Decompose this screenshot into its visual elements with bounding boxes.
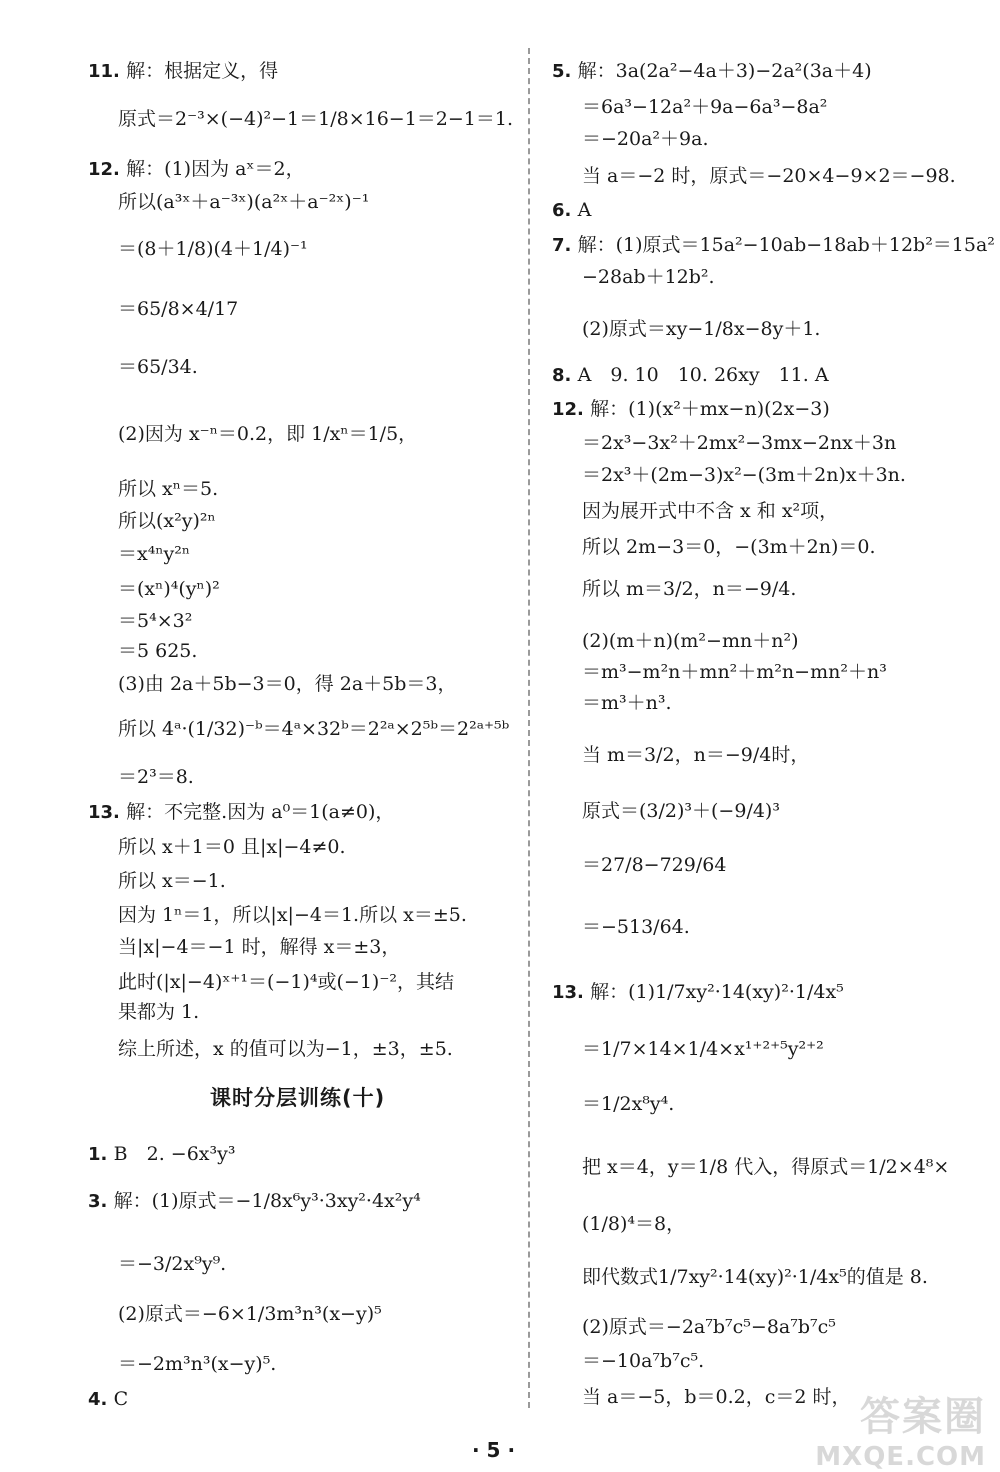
left-line-l3b [118, 1305, 382, 1324]
left-line-l12l [118, 675, 457, 694]
left-line-l12k [118, 642, 197, 661]
right-line-r12h [582, 694, 672, 713]
right-line-r12d [582, 538, 876, 557]
right-line-r12f [582, 632, 798, 651]
right-line-r12k [582, 856, 726, 875]
column-divider [528, 48, 530, 1408]
line-text: 当|x|−4＝−1 时，解得 x＝±3， [118, 936, 401, 958]
problem-number: 12. [552, 399, 591, 420]
line-text: ＝2x³＋(2m−3)x²−(3m＋2n)x＋3n. [582, 464, 906, 486]
line-text: ＝27/8−729/64 [582, 854, 727, 876]
left-line-l13b [118, 872, 226, 891]
line-text: 当 a＝−5，b＝0.2，c＝2 时， [582, 1386, 851, 1408]
line-text: A 9. 10 10. 26xy 11. A [577, 364, 829, 386]
left-line-l13a [118, 838, 346, 857]
line-text: ＝2x³−3x²＋2mx²−3mx−2nx＋3n [582, 432, 897, 454]
problem-number: 7. [552, 235, 578, 256]
right-line-r7b [582, 320, 820, 339]
right-line-r13e [582, 1268, 928, 1287]
right-line-r12b [582, 466, 906, 485]
problem-number: 3. [88, 1191, 114, 1212]
right-line-r12a [582, 434, 896, 453]
left-line-l12c [118, 300, 238, 319]
right-line-r13a [582, 1040, 824, 1059]
line-text: 解：(1)1/7xy²·14(xy)²·1/4x⁵ [590, 981, 844, 1003]
line-text: B 2. −6x³y³ [113, 1143, 236, 1165]
line-text: ＝65/8×4/17 [118, 298, 239, 320]
line-text: C [113, 1388, 129, 1410]
line-text: (2)原式＝xy−1/8x−8y＋1. [582, 318, 821, 340]
line-text: 所以 2m−3＝0，−(3m＋2n)＝0. [582, 536, 876, 558]
left-line-l12i [118, 580, 220, 599]
right-line-r12i [582, 746, 809, 765]
line-text: 此时(|x|−4)ˣ⁺¹＝(−1)⁴或(−1)⁻²，其结 [118, 971, 454, 993]
line-text: (3)由 2a＋5b−3＝0，得 2a＋5b＝3， [118, 673, 457, 695]
left-line-l11 [88, 62, 278, 81]
left-line-l12b [118, 240, 308, 259]
line-text: 所以 xⁿ＝5. [118, 478, 219, 500]
left-line-l12a [118, 193, 369, 212]
line-text: 所以 4ᵃ·(1/32)⁻ᵇ＝4ᵃ×32ᵇ＝2²ᵃ×2⁵ᵇ＝2²ᵃ⁺⁵ᵇ [118, 718, 510, 740]
line-text: (2)(m＋n)(m²−mn＋n²) [582, 630, 799, 652]
line-text: 所以(a³ˣ＋a⁻³ˣ)(a²ˣ＋a⁻²ˣ)⁻¹ [118, 191, 370, 213]
line-text: 把 x＝4，y＝1/8 代入，得原式＝1/2×4⁸× [582, 1156, 950, 1178]
line-text: 解：不完整.因为 a⁰＝1(a≠0)， [126, 801, 395, 823]
line-text: 当 a＝−2 时，原式＝−20×4−9×2＝−98. [582, 165, 956, 187]
problem-number: 6. [552, 200, 578, 221]
line-text: ＝m³−m²n＋mn²＋m²n−mn²＋n³ [582, 661, 887, 683]
page-number: · 5 · [472, 1438, 516, 1462]
problem-number: 5. [552, 61, 578, 82]
right-line-r5 [552, 62, 872, 81]
left-line-l13f [118, 1003, 199, 1022]
left-line-l12j [118, 612, 192, 631]
right-line-r7a [582, 268, 715, 287]
line-text: 因为展开式中不含 x 和 x²项， [582, 500, 839, 522]
line-text: ＝−20a²＋9a. [582, 128, 709, 150]
line-text: 解：(1)原式＝15a²−10ab−18ab＋12b²＝15a² [577, 234, 995, 256]
line-text: −28ab＋12b². [582, 266, 715, 288]
left-line-l3 [88, 1192, 421, 1211]
line-text: 原式＝(3/2)³＋(−9/4)³ [582, 800, 780, 822]
problem-number: 4. [88, 1389, 114, 1410]
line-text: ＝(xⁿ)⁴(yⁿ)² [118, 578, 220, 600]
right-line-r12c [582, 502, 838, 521]
line-text: 即代数式1/7xy²·14(xy)²·1/4x⁵的值是 8. [582, 1266, 928, 1288]
right-line-r5c [582, 167, 956, 186]
line-text: 因为 1ⁿ＝1，所以|x|−4＝1.所以 x＝±5. [118, 904, 467, 926]
line-text: ＝−2m³n³(x−y)⁵. [118, 1353, 277, 1375]
problem-number: 13. [88, 802, 127, 823]
line-text: 果都为 1. [118, 1001, 200, 1023]
watermark-url: MXQE.COM [815, 1442, 986, 1472]
right-line-r5a [582, 98, 827, 117]
left-line-l12m [118, 720, 509, 739]
line-text: ＝−513/64. [582, 916, 690, 938]
right-line-r12j [582, 802, 780, 821]
right-line-r12g [582, 663, 887, 682]
left-line-l4 [88, 1390, 128, 1409]
line-text: (2)原式＝−6×1/3m³n³(x−y)⁵ [118, 1303, 382, 1325]
left-line-l12d [118, 358, 198, 377]
left-line-l13d [118, 938, 400, 957]
right-line-r13g [582, 1352, 704, 1371]
line-text: ＝−3/2x⁹y⁹. [118, 1253, 227, 1275]
line-text: 解：(1)因为 aˣ＝2， [126, 158, 305, 180]
left-line-l13 [88, 803, 394, 822]
left-line-l12 [88, 160, 305, 179]
left-line-l13c [118, 906, 467, 925]
line-text: ＝m³＋n³. [582, 692, 672, 714]
line-text: ＝1/2x⁸y⁴. [582, 1093, 675, 1115]
left-line-l11a [118, 110, 513, 129]
left-line-l3a [118, 1255, 226, 1274]
problem-number: 13. [552, 982, 591, 1003]
left-line-l3c [118, 1355, 276, 1374]
line-text: ＝1/7×14×1/4×x¹⁺²⁺⁵y²⁺² [582, 1038, 824, 1060]
right-line-r13h [582, 1388, 851, 1407]
right-line-r5b [582, 130, 709, 149]
watermark [815, 1385, 986, 1472]
left-line-l12e [118, 425, 417, 444]
line-text: 综上所述，x 的值可以为−1，±3，±5. [118, 1038, 453, 1060]
left-line-l13e [118, 973, 454, 992]
section-title: 课时分层训练(十) [210, 1086, 386, 1110]
right-line-r13f [582, 1318, 836, 1337]
line-text: (2)因为 x⁻ⁿ＝0.2，即 1/xⁿ＝1/5， [118, 423, 418, 445]
line-text: (2)原式＝−2a⁷b⁷c⁵−8a⁷b⁷c⁵ [582, 1316, 836, 1338]
line-text: A [577, 199, 592, 221]
right-line-r8 [552, 366, 829, 385]
problem-number: 1. [88, 1144, 114, 1165]
line-text: 解：(1)(x²＋mx−n)(2x−3) [590, 398, 830, 420]
line-text: 所以(x²y)²ⁿ [118, 510, 216, 532]
line-text: 所以 x＋1＝0 且|x|−4≠0. [118, 836, 346, 858]
problem-number: 8. [552, 365, 578, 386]
right-line-r13c [582, 1158, 949, 1177]
watermark-logo: 答案圈 [860, 1394, 986, 1440]
right-line-r12 [552, 400, 830, 419]
line-text: 当 m＝3/2，n＝−9/4时， [582, 744, 810, 766]
line-text: ＝6a³−12a²＋9a−6a³−8a² [582, 96, 828, 118]
left-line-l12f [118, 480, 218, 499]
problem-number: 12. [88, 159, 127, 180]
right-line-r13b [582, 1095, 674, 1114]
line-text: (1/8)⁴＝8， [582, 1213, 686, 1235]
line-text: 所以 x＝−1. [118, 870, 226, 892]
line-text: ＝(8＋1/8)(4＋1/4)⁻¹ [118, 238, 308, 260]
line-text: ＝2³＝8. [118, 766, 194, 788]
left-line-l12n [118, 768, 194, 787]
right-line-r13d [582, 1215, 685, 1234]
line-text: ＝5⁴×3² [118, 610, 193, 632]
left-line-l1 [88, 1145, 235, 1164]
left-line-l12h [118, 545, 190, 564]
line-text: 原式＝2⁻³×(−4)²−1＝1/8×16−1＝2−1＝1. [118, 108, 514, 130]
line-text: ＝x⁴ⁿy²ⁿ [118, 543, 191, 565]
right-line-r7 [552, 236, 995, 255]
line-text: 解：3a(2a²−4a＋3)−2a²(3a＋4) [577, 60, 872, 82]
line-text: 解：根据定义，得 [126, 60, 279, 82]
line-text: 解：(1)原式＝−1/8x⁶y³·3xy²·4x²y⁴ [113, 1190, 421, 1212]
left-line-l13g [118, 1040, 453, 1059]
left-line-l12g [118, 512, 216, 531]
right-line-r12l [582, 918, 690, 937]
line-text: ＝5 625. [118, 640, 198, 662]
right-line-r6 [552, 201, 591, 220]
right-line-r13 [552, 983, 844, 1002]
problem-number: 11. [88, 61, 127, 82]
line-text: ＝65/34. [118, 356, 198, 378]
line-text: ＝−10a⁷b⁷c⁵. [582, 1350, 705, 1372]
right-line-r12e [582, 580, 796, 599]
line-text: 所以 m＝3/2，n＝−9/4. [582, 578, 797, 600]
